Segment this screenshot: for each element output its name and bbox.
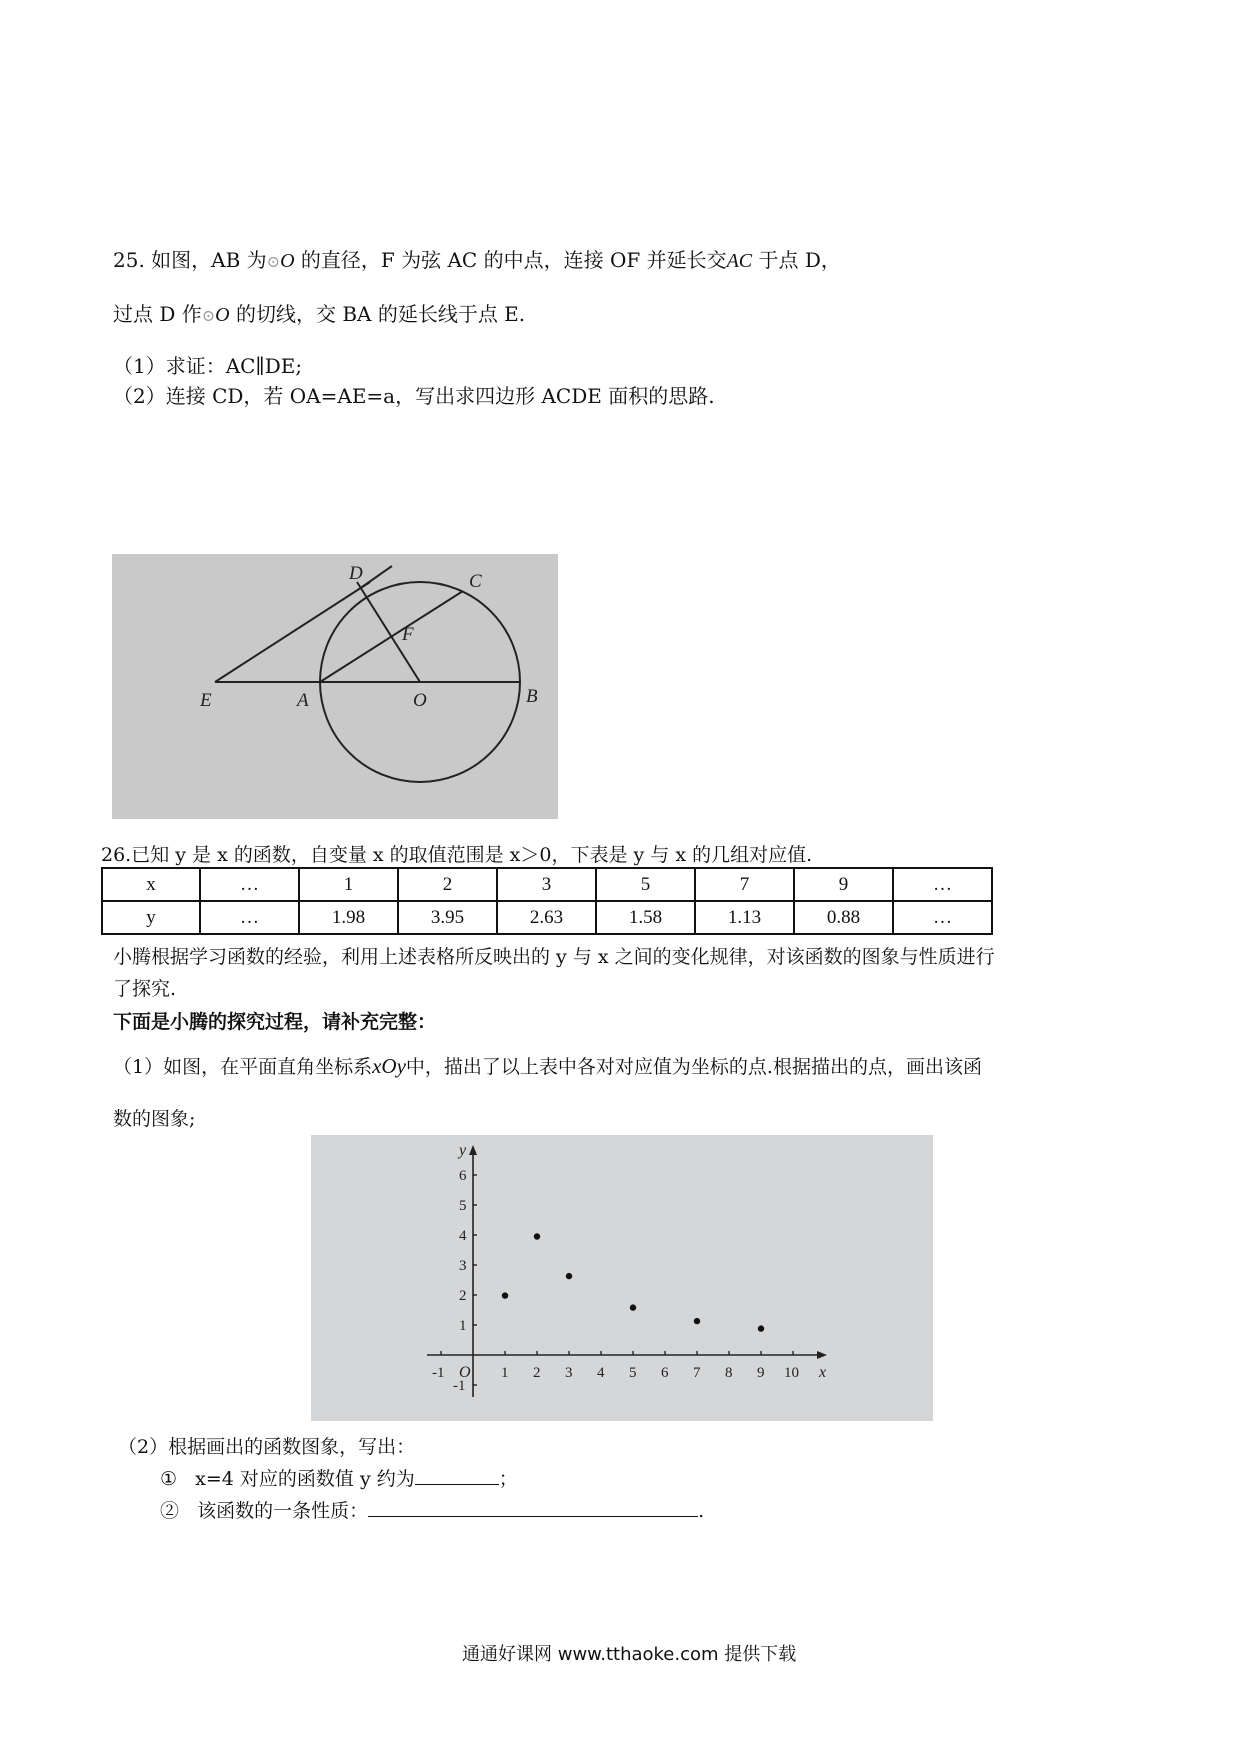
y-axis-arrow [469,1145,477,1155]
q25-line1 [113,244,841,273]
x-tick-label: 9 [757,1365,765,1381]
y-tick-label: 4 [459,1228,467,1244]
table-cell: 1 [299,868,398,901]
q25-line1-text-c: 于点 D， [752,248,841,272]
q25-part1: （1）求证：AC∥DE; [113,354,303,378]
answer-blank-2[interactable] [368,1498,698,1517]
geometry-figure [112,554,558,819]
x-tick-label: 1 [501,1365,509,1381]
item-number: ① [160,1468,178,1490]
q26-bold-line: 下面是小腾的探究过程，请补充完整： [113,1011,437,1033]
table-cell: … [200,868,299,901]
q25-line1-text-b: 的直径，F 为弦 AC 的中点，连接 OF 并延长交 [294,248,727,272]
circle-O: O [215,304,230,326]
q26-item2 [160,1496,704,1523]
data-point [758,1325,764,1331]
data-point [502,1292,508,1298]
q26-item1 [160,1464,518,1491]
item1-text: x=4 对应的函数值 y 约为 [195,1468,415,1490]
label-O: O [413,690,427,711]
table-cell: 3.95 [398,901,497,934]
data-point [630,1304,636,1310]
x-axis-label: x [819,1364,827,1381]
x-tick-label: -1 [432,1365,445,1381]
q25-line2-text-b: 的切线，交 BA 的延长线于点 E. [229,302,526,326]
x-tick-label: 2 [533,1365,541,1381]
tangent-DE [215,582,370,682]
data-point [694,1318,700,1324]
q25-line2-text: 过点 D 作 [113,302,202,326]
data-point [534,1233,540,1239]
table-cell: 1.98 [299,901,398,934]
label-D: D [349,563,363,584]
q26-step2: （2）根据画出的函数图象，写出： [118,1436,416,1458]
q26-intro: 26.已知 y 是 x 的函数，自变量 x 的取值范围是 x＞0，下表是 y 与 x 的几组对应值. [101,844,813,866]
x-axis-arrow [817,1351,827,1359]
table-cell: … [200,901,299,934]
table-cell: … [893,868,992,901]
table-cell: 3 [497,868,596,901]
q26-step1-text-b: 中，描出了以上表中各对对应值为坐标的点.根据描出的点，画出该函 [405,1056,982,1078]
chord-AC: AC [726,250,753,272]
item2-text: 该函数的一条性质： [197,1500,369,1522]
item-number: ② [160,1500,180,1522]
table-row-x [102,868,992,901]
q26-para1: 小腾根据学习函数的经验，利用上述表格所反映出的 y 与 x 之间的变化规律，对该函数的图象与性质进行 [113,946,995,968]
x-tick-label: 6 [661,1365,669,1381]
y-tick-label: 3 [459,1258,467,1274]
table-header-x: x [102,868,200,901]
y-tick-label: 6 [459,1168,467,1184]
y-tick-label: 5 [459,1198,467,1214]
page-footer: 通通好课网 www.tthaoke.com 提供下载 [462,1644,797,1665]
circle-symbol: ⊙ [201,306,216,325]
table-cell: 9 [794,868,893,901]
y-axis-label: y [459,1142,467,1159]
table-cell: 7 [695,868,794,901]
table-cell: 2 [398,868,497,901]
q26-step1-cont: 数的图象; [113,1108,196,1130]
table-cell: 5 [596,868,695,901]
table-row-y [102,901,992,934]
x-tick-label: 4 [597,1365,605,1381]
table-cell: 1.13 [695,901,794,934]
table-cell: 2.63 [497,901,596,934]
x-tick-label: 3 [565,1365,573,1381]
item2-end: . [698,1500,705,1522]
scatter-figure [311,1135,933,1421]
data-point [566,1273,572,1279]
table-cell: … [893,901,992,934]
value-table [101,867,993,935]
label-A: A [297,690,309,711]
label-F: F [402,624,414,645]
label-C: C [469,571,482,592]
item1-end: ； [498,1468,518,1490]
table-cell: 1.58 [596,901,695,934]
table-cell: 0.88 [794,901,893,934]
y-tick-label: -1 [453,1378,466,1394]
y-tick-label: 1 [459,1318,467,1334]
q25-line2 [113,298,525,327]
circle-symbol: ⊙ [266,252,281,271]
x-tick-label: 5 [629,1365,637,1381]
x-tick-label: 8 [725,1365,733,1381]
answer-blank-1[interactable] [415,1466,499,1485]
label-B: B [526,686,538,707]
q25-part2: （2）连接 CD，若 OA=AE=a，写出求四边形 ACDE 面积的思路. [113,384,715,408]
table-header-y: y [102,901,200,934]
x-tick-label: 7 [693,1365,701,1381]
q25-line1-text: 25. 如图，AB 为 [113,248,267,272]
origin-label: O [459,1364,471,1381]
coord-system-name: xOy [372,1054,406,1078]
tangent-extension [362,566,392,587]
scatter-plot [311,1135,933,1421]
label-E: E [200,690,212,711]
circle-O: O [280,250,295,272]
y-tick-label: 2 [459,1288,467,1304]
q26-step1-text: （1）如图，在平面直角坐标系 [113,1056,373,1078]
q26-para1-cont: 了探究. [113,978,177,1000]
q26-step1 [113,1052,982,1079]
x-tick-label: 10 [784,1365,799,1381]
geometry-diagram [112,554,558,819]
